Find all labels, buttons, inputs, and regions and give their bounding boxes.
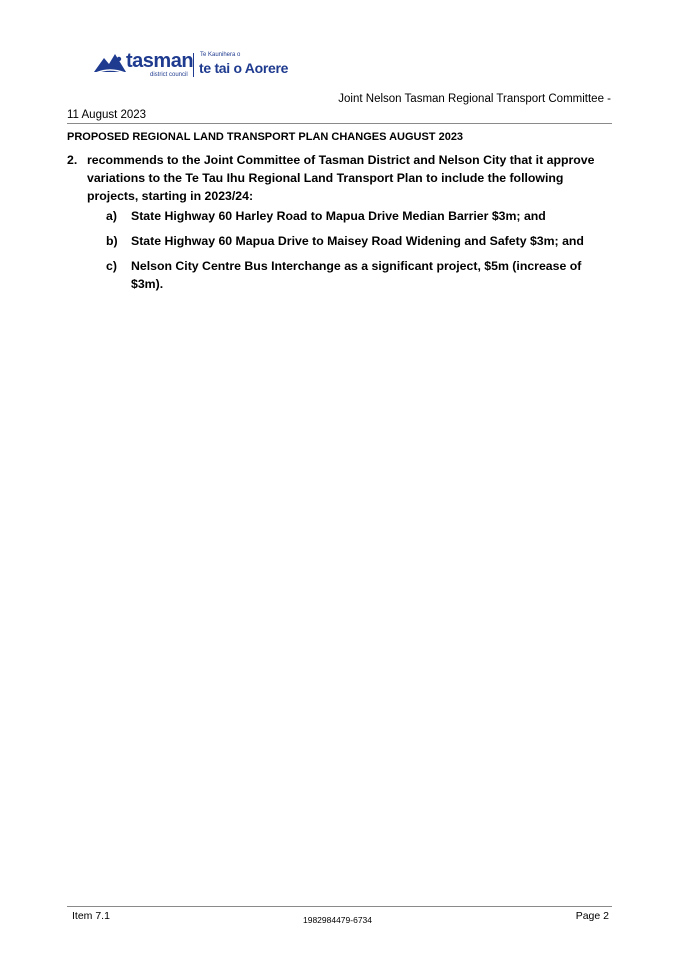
document-title: PROPOSED REGIONAL LAND TRANSPORT PLAN CHANGES AUGUST 2023 xyxy=(67,131,464,143)
committee-name: Joint Nelson Tasman Regional Transport Committee - xyxy=(338,93,611,105)
item-text: recommends to the Joint Committee of Tasman District and Nelson City that it approve variations to the Te Tau Ihu Regional Land Transport Plan to include the following projects, starting in 2023/24: xyxy=(87,153,595,203)
header-divider xyxy=(67,123,612,124)
footer-item-number: Item 7.1 xyxy=(72,910,110,922)
meeting-date: 11 August 2023 xyxy=(67,109,147,121)
logo-separator xyxy=(193,53,194,77)
sub-item-text: State Highway 60 Mapua Drive to Maisey Road Widening and Safety $3m; and xyxy=(131,234,584,248)
sub-item-text: State Highway 60 Harley Road to Mapua Drive Median Barrier $3m; and xyxy=(131,209,546,223)
footer-document-id: 1982984479-6734 xyxy=(302,915,372,925)
sub-item-letter: c) xyxy=(106,259,117,273)
sub-item-letter: a) xyxy=(106,209,117,223)
sub-item-letter: b) xyxy=(106,234,118,248)
mountain-logo-icon xyxy=(94,52,126,74)
logo-reo-small: Te Kaunihera o xyxy=(200,52,241,58)
logo-wordmark: tasman xyxy=(126,50,194,72)
logo-subtitle: district council xyxy=(150,72,188,78)
item-number: 2. xyxy=(67,153,78,167)
logo-reo: te tai o Aorere xyxy=(199,60,289,76)
footer-page-number: Page 2 xyxy=(575,910,609,922)
council-logo xyxy=(94,50,304,80)
sub-item-text: Nelson City Centre Bus Interchange as a significant project, $5m (increase of $3m). xyxy=(131,259,582,291)
footer-divider xyxy=(67,906,612,907)
